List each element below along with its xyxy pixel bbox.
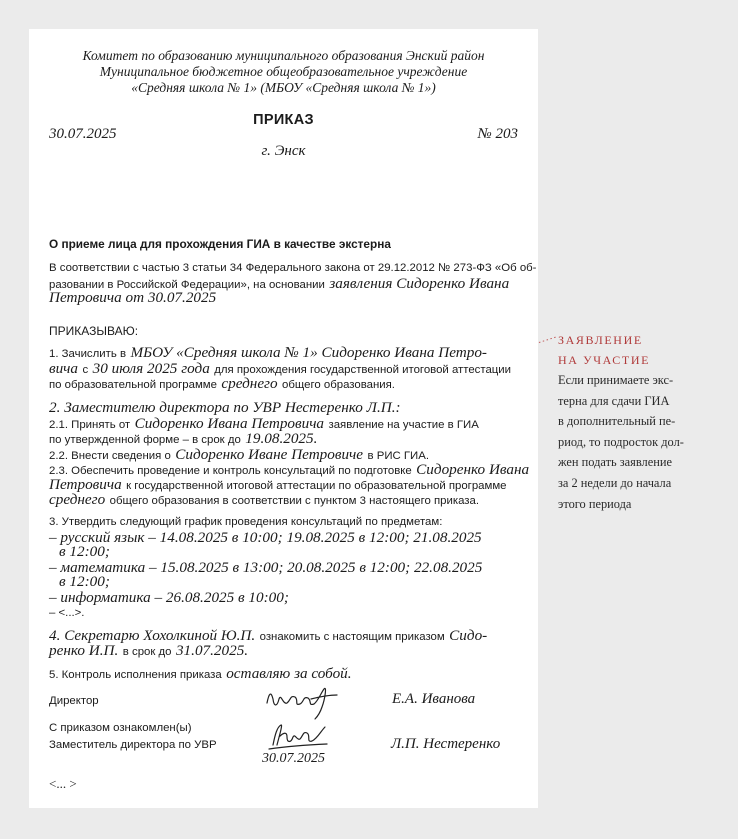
- deputy-sign-date: 30.07.2025: [262, 751, 325, 766]
- sidenote-line: в дополнительный пе-: [558, 414, 676, 429]
- item-4-line-1: 4. Секретарю Хохолкиной Ю.П. ознакомить с настоящим приказом Сидо-: [49, 627, 488, 644]
- committee-name: Комитет по образованию муниципального образования Энский район: [82, 48, 485, 63]
- sidenote-line: этого периода: [558, 496, 632, 511]
- director-signature: [261, 677, 345, 721]
- order-date: 30.07.2025: [49, 126, 117, 142]
- item-5: 5. Контроль исполнения приказа оставляю за собой.: [49, 665, 352, 682]
- item-2-3-line-1: 2.3. Обеспечить проведение и контроль консультаций по подготовке Сидоренко Ивана: [49, 461, 530, 478]
- order-subject: О приеме лица для прохождения ГИА в качестве экстерна: [49, 237, 391, 251]
- sidenote-line: риод, то подросток дол-: [558, 434, 684, 449]
- item-1-line-3: по образовательной программе среднего общего образования.: [49, 375, 395, 392]
- item-1-line-1: 1. Зачислить в МБОУ «Средняя школа № 1» Сидоренко Ивана Петро-: [49, 344, 487, 361]
- schedule-russian-line-2: в 12:00;: [59, 543, 110, 560]
- basis-line-1: В соответствии с частью 3 статьи 34 Федерального закона от 29.12.2012 № 273-ФЗ «Об об-: [49, 262, 537, 274]
- sidenote-line: за 2 недели до начала: [558, 475, 672, 490]
- order-document: [29, 29, 538, 808]
- item-3-intro: 3. Утвердить следующий график проведения консультаций по предметам:: [49, 516, 443, 528]
- sidenote-line: терна для сдачи ГИА: [558, 393, 670, 408]
- sidenote-body: [558, 370, 708, 514]
- schedule-math-line-2: в 12:00;: [59, 573, 110, 590]
- item-1-line-2: вича с 30 июля 2025 года для прохождения государственной итоговой аттестации: [49, 360, 512, 377]
- order-city: г. Энск: [261, 143, 306, 159]
- item-2-2: 2.2. Внести сведения о Сидоренко Иване Петровиче в РИС ГИА.: [49, 446, 430, 463]
- deputy-name: Л.П. Нестеренко: [391, 736, 501, 752]
- director-label: Директор: [49, 695, 99, 707]
- schedule-math-line-1: – математика – 15.08.2025 в 13:00; 20.08.2025 в 12:00; 22.08.2025: [49, 559, 483, 576]
- basis-line-2: разовании в Российской Федерации», на основании заявления Сидоренко Ивана: [49, 275, 510, 292]
- acknowledged-label: С приказом ознакомлен(ы): [49, 722, 192, 734]
- basis-line-3: Петровича от 30.07.2025: [49, 289, 217, 306]
- sidenote-line: жен подать заявление: [558, 455, 672, 470]
- document-title: ПРИКАЗ: [253, 112, 314, 128]
- sidenote-line: Если принимаете экс-: [558, 373, 674, 387]
- order-number: № 203: [477, 126, 518, 142]
- schedule-informatics: – информатика – 26.08.2025 в 10:00;: [49, 589, 289, 606]
- item-2-heading: 2. Заместителю директора по УВР Нестеренко Л.П.:: [49, 399, 401, 416]
- item-4-line-2: ренко И.П. в срок до 31.07.2025.: [49, 642, 249, 659]
- sidenote-title-line-2: НА УЧАСТИЕ: [558, 353, 651, 367]
- item-2-1-line-1: 2.1. Принять от Сидоренко Ивана Петровича заявление на участие в ГИА: [49, 415, 479, 432]
- deputy-label: Заместитель директора по УВР: [49, 739, 217, 751]
- schedule-russian-line-1: – русский язык – 14.08.2025 в 10:00; 19.08.2025 в 12:00; 21.08.2025: [49, 529, 482, 546]
- order-word: ПРИКАЗЫВАЮ:: [49, 324, 139, 338]
- sidenote-title-line-1: ЗАЯВЛЕНИЕ: [558, 333, 643, 347]
- item-2-3-line-3: среднего общего образования в соответствии с пунктом 3 настоящего приказа.: [49, 491, 480, 508]
- item-2-1-line-2: по утвержденной форме – в срок до 19.08.2025.: [49, 430, 318, 447]
- sidenote-title: [558, 330, 708, 370]
- school-short-name: «Средняя школа № 1» (МБОУ «Средняя школа № 1»): [131, 80, 436, 95]
- deputy-signature: [265, 719, 335, 755]
- school-full-name: Муниципальное бюджетное общеобразовательное учреждение: [99, 64, 468, 79]
- schedule-ellipsis: – <...>.: [49, 607, 85, 619]
- director-name: Е.А. Иванова: [392, 691, 476, 707]
- item-2-3-line-2: Петровича к государственной итоговой аттестации по образовательной программе: [49, 476, 507, 493]
- document-ending: <... >: [49, 776, 77, 791]
